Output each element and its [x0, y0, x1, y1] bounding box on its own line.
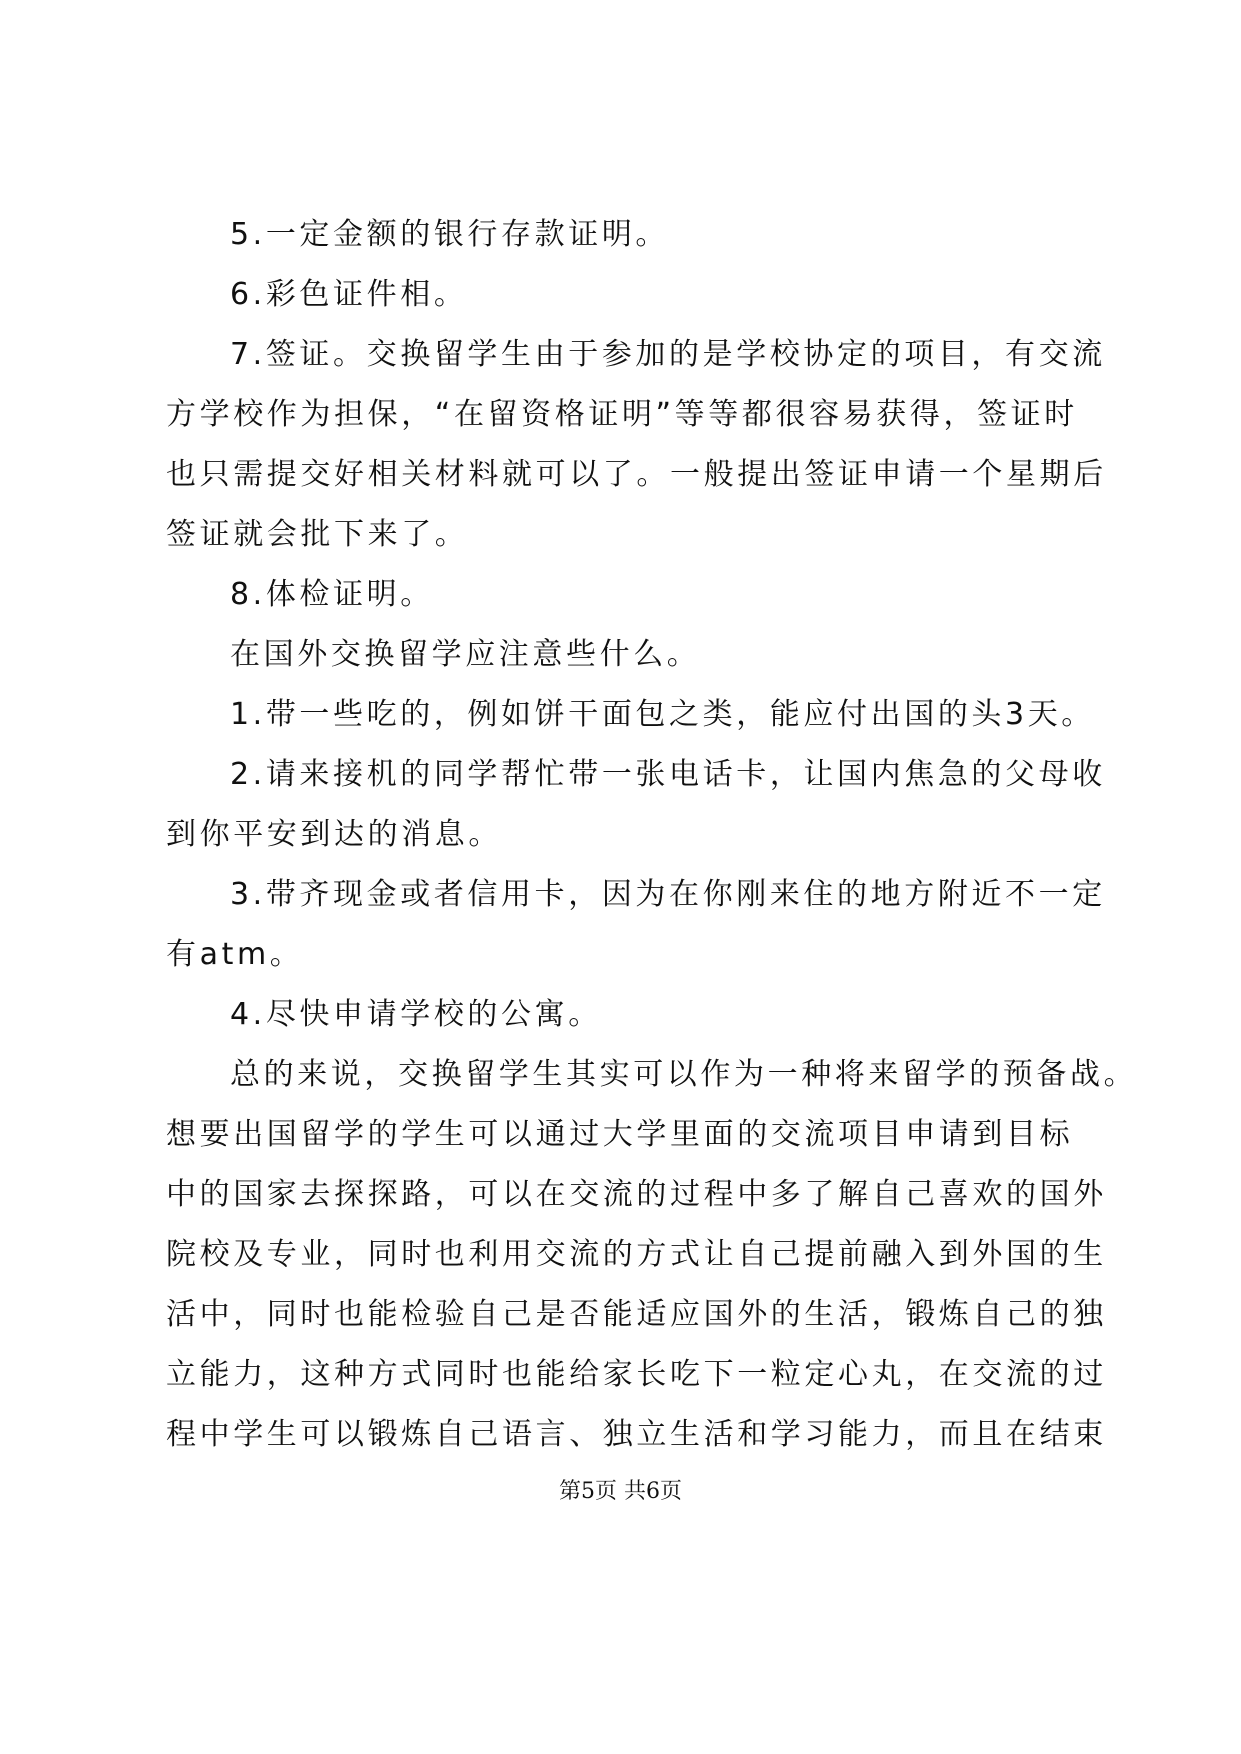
text-line-5: 也只需提交好相关材料就可以了。一般提出签证申请一个星期后 [166, 457, 1107, 492]
text-line-3: 7.签证。交换留学生由于参加的是学校协定的项目，有交流 [230, 337, 1106, 372]
text-line-13: 有atm。 [166, 937, 304, 972]
text-line-1: 5.一定金额的银行存款证明。 [230, 217, 670, 252]
text-line-18: 院校及专业，同时也利用交流的方式让自己提前融入到外国的生 [166, 1237, 1107, 1272]
text-line-21: 程中学生可以锻炼自己语言、独立生活和学习能力，而且在结束 [166, 1417, 1107, 1452]
text-line-20: 立能力，这种方式同时也能给家长吃下一粒定心丸，在交流的过 [166, 1357, 1107, 1392]
text-line-11: 到你平安到达的消息。 [166, 817, 502, 852]
text-line-19: 活中，同时也能检验自己是否能适应国外的生活，锻炼自己的独 [166, 1297, 1107, 1332]
text-line-2: 6.彩色证件相。 [230, 277, 468, 312]
text-line-10: 2.请来接机的同学帮忙带一张电话卡，让国内焦急的父母收 [230, 757, 1106, 792]
text-line-16: 想要出国留学的学生可以通过大学里面的交流项目申请到目标 [166, 1117, 1074, 1152]
text-line-6: 签证就会批下来了。 [166, 517, 469, 552]
section-heading: 在国外交换留学应注意些什么。 [230, 637, 701, 672]
page-footer: 第5页 共6页 [559, 1479, 682, 1504]
text-line-7: 8.体检证明。 [230, 577, 434, 612]
text-line-15: 总的来说，交换留学生其实可以作为一种将来留学的预备战。 [230, 1057, 1138, 1092]
text-line-17: 中的国家去探探路，可以在交流的过程中多了解自己喜欢的国外 [166, 1177, 1107, 1212]
text-line-14: 4.尽快申请学校的公寓。 [230, 997, 602, 1032]
text-line-12: 3.带齐现金或者信用卡，因为在你刚来住的地方附近不一定 [230, 877, 1106, 912]
text-line-9: 1.带一些吃的，例如饼干面包之类，能应付出国的头3天。 [230, 697, 1095, 732]
text-line-4: 方学校作为担保，“在留资格证明”等等都很容易获得，签证时 [166, 397, 1078, 432]
